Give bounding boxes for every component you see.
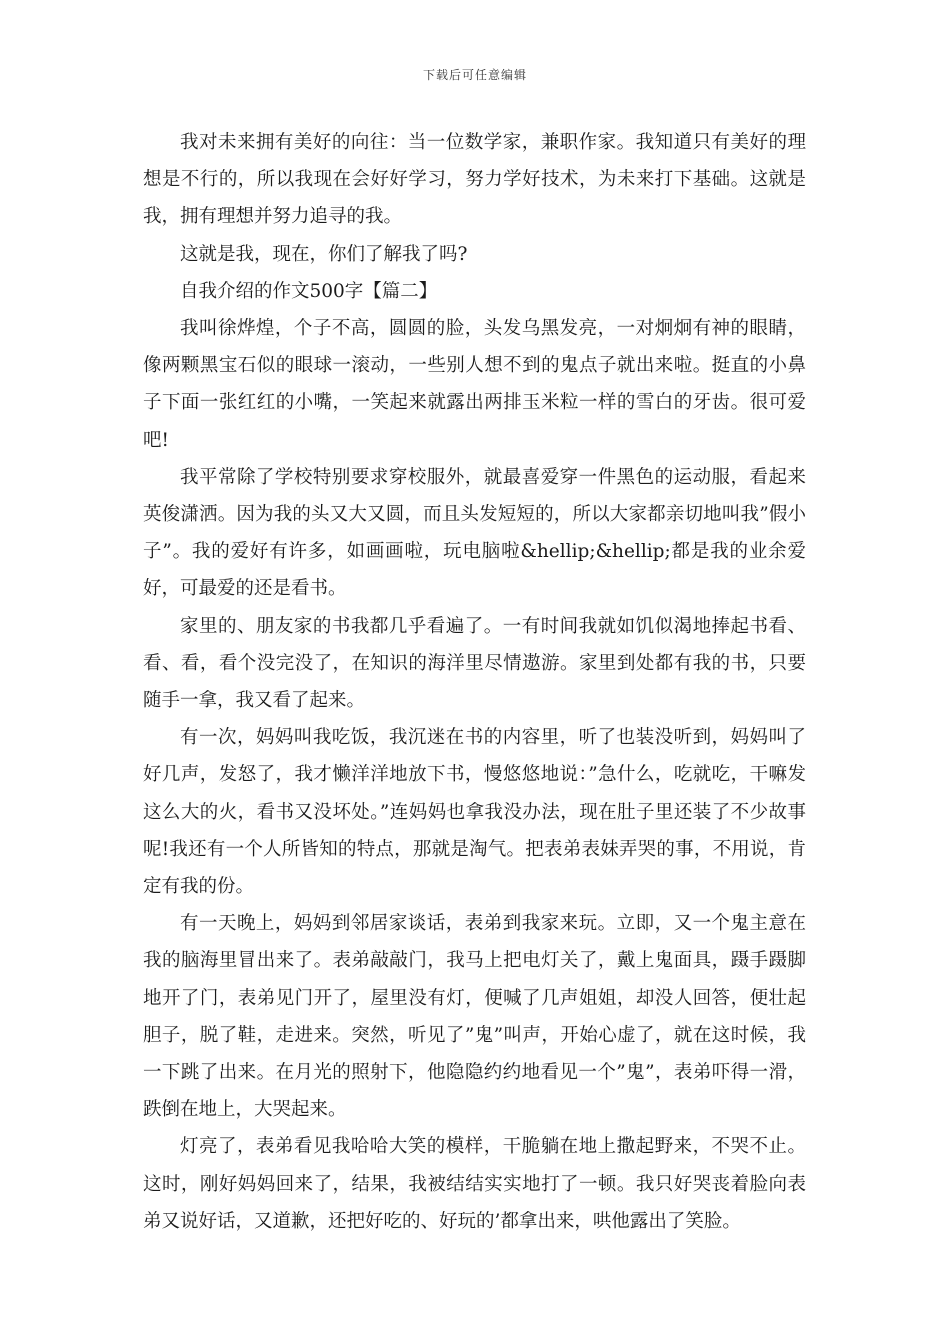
section-heading: 自我介绍的作文500字【篇二】: [180, 280, 438, 302]
paragraph: 我平常除了学校特别要求穿校服外，就最喜爱穿一件黑色的运动服，看起来英俊潇洒。因为我的头又大又圆，而且头发短短的，所以大家都亲切地叫我”假小子”。我的爱好有许多，如画画啦，玩电脑啦&hellip;&hellip;都是我的业余爱好，可最爱的还是看书。: [143, 466, 806, 600]
paragraph: 有一次，妈妈叫我吃饭，我沉迷在书的内容里，听了也装没听到，妈妈叫了好几声，发怒了，我才懒洋洋地放下书，慢悠悠地说：”急什么，吃就吃，干嘛发这么大的火，看书又没坏处。”连妈妈也拿我没办法，现在肚子里还装了不少故事呢!我还有一个人所皆知的特点，那就是淘气。把表弟表妹弄哭的事，不用说，肯定有我的份。: [143, 727, 806, 898]
paragraph: 家里的、朋友家的书我都几乎看遍了。一有时间我就如饥似渴地捧起书看、看、看，看个没完没了，在知识的海洋里尽情遨游。家里到处都有我的书，只要随手一拿，我又看了起来。: [143, 615, 806, 712]
paragraph: 有一天晚上，妈妈到邻居家谈话，表弟到我家来玩。立即，又一个鬼主意在我的脑海里冒出来了。表弟敲敲门，我马上把电灯关了，戴上鬼面具，蹑手蹑脚地开了门，表弟见门开了，屋里没有灯，便喊了几声姐姐，却没人回答，便壮起胆子，脱了鞋，走进来。突然，听见了”鬼”叫声，开始心虚了，就在这时候，我一下跳了出来。在月光的照射下，他隐隐约约地看见一个”鬼”，表弟吓得一滑，跌倒在地上，大哭起来。: [143, 913, 806, 1121]
paragraph: 这就是我，现在，你们了解我了吗?: [180, 243, 468, 265]
paragraph: 我叫徐烨煌，个子不高，圆圆的脸，头发乌黑发亮，一对炯炯有神的眼睛，像两颗黑宝石似的眼球一滚动，一些别人想不到的鬼点子就出来啦。挺直的小鼻子下面一张红红的小嘴，一笑起来就露出两排玉米粒一样的雪白的牙齿。很可爱吧!: [143, 318, 806, 451]
paragraph: 灯亮了，表弟看见我哈哈大笑的模样，干脆躺在地上撒起野来，不哭不止。这时，刚好妈妈回来了，结果，我被结结实实地打了一顿。我只好哭丧着脸向表弟又说好话，又道歉，还把好吃的、好玩的’都拿出来，哄他露出了笑脸。: [143, 1136, 806, 1232]
paragraph: 我对未来拥有美好的向往：当一位数学家，兼职作家。我知道只有美好的理想是不行的，所以我现在会好好学习，努力学好技术，为未来打下基础。这就是我，拥有理想并努力追寻的我。: [143, 132, 806, 228]
page-header: 下载后可任意编辑: [422, 68, 527, 82]
document-body: [143, 124, 806, 1240]
